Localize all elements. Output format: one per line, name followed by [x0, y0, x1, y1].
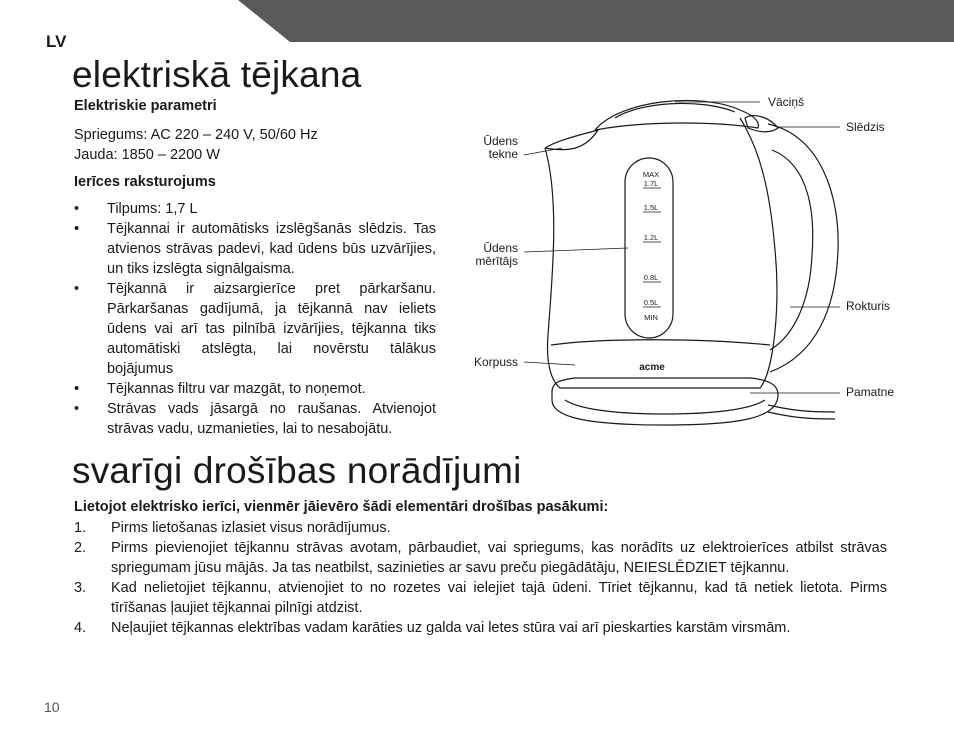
list-item	[74, 518, 887, 538]
gauge-mark-1-5: 1.5L	[643, 203, 659, 212]
label-water-gauge	[460, 242, 518, 268]
language-code: LV	[46, 32, 67, 51]
kettle-switch	[745, 116, 778, 132]
label-lid: Vāciņš	[768, 95, 805, 109]
step-text: Pirms pievienojiet tējkannu strāvas avotam, pārbaudiet, vai spriegums, kas norādīts uz elektroierīces atbilst strāvas spriegumam jūsu mājās. Ja tas neatbilst, sazinieties ar savu preču piegādātāju, NEIESLĒDZIET tējkannu.	[111, 540, 887, 576]
label-gauge-line1: Ūdens	[483, 241, 518, 255]
kettle-handle	[768, 124, 838, 372]
section-title-kettle: elektriskā tējkana	[72, 54, 362, 95]
label-body: Korpuss	[473, 355, 518, 369]
gauge-mark-0-8: 0.8L	[643, 273, 659, 282]
step-number: 3.	[74, 580, 87, 596]
kettle-spout	[545, 130, 598, 150]
label-gauge-line2: mērītājs	[475, 254, 518, 268]
list-item: • Tējkannā ir aizsargierīce pret pārkaršanu. Pārkaršanas gadījumā, ja tējkannā nav ieliets ūdens vai arī tas pilnībā izvārījies, tējkanna tiks automātiski atslēgta, lai novērstu tālākus bojājumus	[74, 279, 436, 379]
brand-logo: acme	[639, 362, 665, 373]
label-base: Pamatne	[846, 385, 895, 399]
label-spout-line2: tekne	[488, 147, 518, 161]
kettle-base	[552, 378, 778, 425]
list-item: • Strāvas vads jāsargā no raušanas. Atvienojot strāvas vadu, uzmanieties, lai to nesabojātu.	[74, 399, 436, 439]
step-text: Kad nelietojiet tējkannu, atvienojiet to no rozetes vai ielejiet tajā ūdeni. Tīriet tējkannu, kad tā netiek lietota. Pirms tīrīšanas ļaujiet tējkannai pilnīgi atdzist.	[111, 580, 887, 616]
label-spout-line1: Ūdens	[483, 134, 518, 148]
step-text: Neļaujiet tējkannas elektrības vadam karāties uz galda vai letes stūra vai arī pieskarties karstām virsmām.	[111, 620, 791, 636]
step-number: 2.	[74, 540, 87, 556]
gauge-mark-min: MIN	[644, 313, 658, 322]
features-heading: Ierīces raksturojums	[74, 174, 216, 190]
params-heading: Elektriskie parametri	[74, 98, 217, 114]
gauge-mark-0-5: 0.5L	[643, 298, 659, 307]
step-number: 4.	[74, 620, 87, 636]
power-text: Jauda: 1850 – 2200 W	[74, 147, 220, 163]
safety-steps	[74, 518, 887, 638]
list-item	[74, 538, 887, 578]
gauge-mark-1-7: 1.7L	[643, 179, 659, 188]
list-item: • Tilpums: 1,7 L	[74, 199, 436, 219]
list-item	[74, 618, 887, 638]
gauge-mark-max: MAX	[642, 170, 660, 179]
label-switch: Slēdzis	[846, 120, 885, 134]
label-handle: Rokturis	[846, 299, 891, 313]
section-title-safety: svarīgi drošības norādījumi	[72, 450, 522, 491]
page-number: 10	[44, 699, 60, 715]
safety-intro: Lietojot elektrisko ierīci, vienmēr jāievēro šādi elementāri drošības pasākumi:	[74, 499, 609, 515]
list-item: • Tējkannas filtru var mazgāt, to noņemot.	[74, 379, 436, 399]
list-item: • Tējkannai ir automātisks izslēgšanās slēdzis. Tas atvienos strāvas padevi, kad ūdens būs uzvārījies, un tiks izslēgta signālgaisma.	[74, 219, 436, 279]
step-number: 1.	[74, 520, 87, 536]
gauge-mark-1-2: 1.2L	[643, 233, 659, 242]
voltage-text: Spriegums: AC 220 – 240 V, 50/60 Hz	[74, 127, 318, 143]
label-spout	[466, 135, 518, 161]
step-text: Pirms lietošanas izlasiet visus norādījumus.	[111, 520, 391, 536]
list-item	[74, 578, 887, 618]
kettle-body	[545, 118, 777, 388]
